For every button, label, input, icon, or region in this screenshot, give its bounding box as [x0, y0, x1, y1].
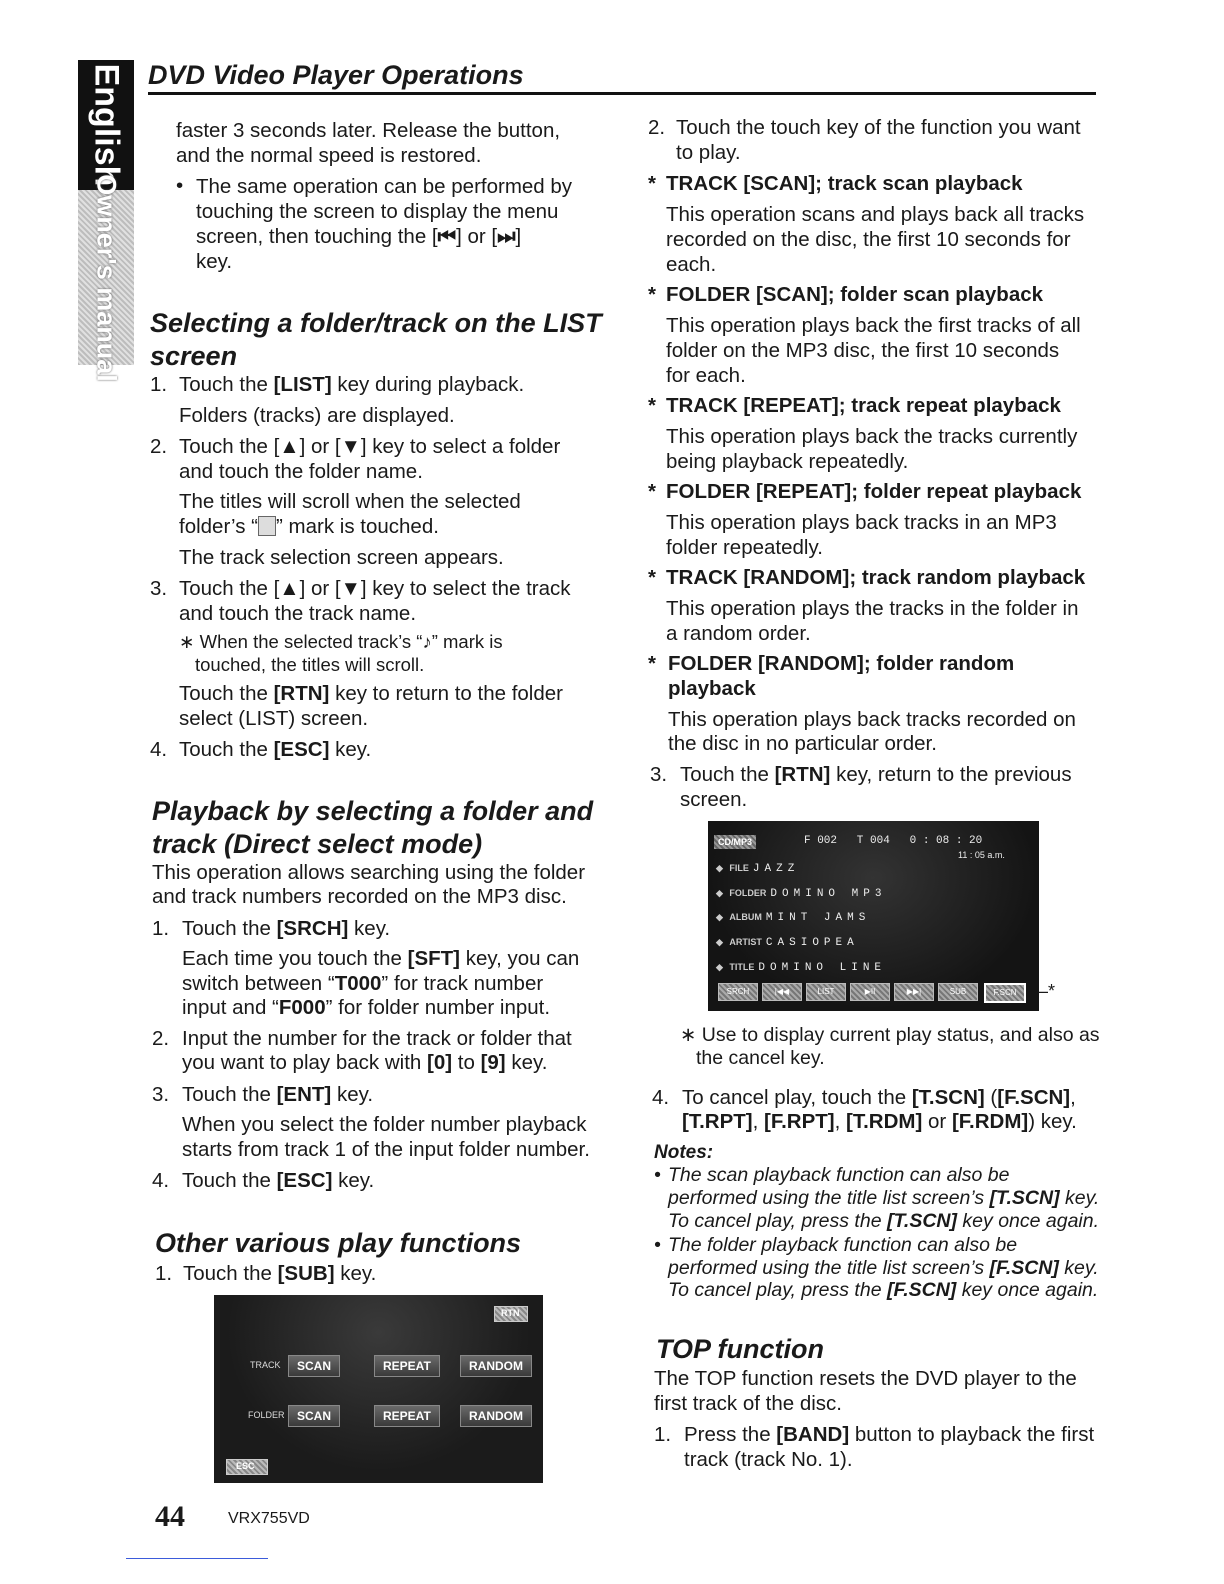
- title-row[interactable]: ◆ TITLE DOMINO LINE: [716, 962, 887, 974]
- note-line: performed using the title list screen’s [T.SCN] key.: [668, 1187, 1100, 1209]
- note-text: ∗ When the selected track’s “♪” mark is: [179, 631, 503, 652]
- step-text: folder’s “ ” mark is touched.: [179, 515, 439, 538]
- step-text: Touch the [ENT] key.: [182, 1083, 374, 1106]
- notes-heading: Notes:: [654, 1142, 714, 1163]
- function-text: This operation scans and plays back all tracks: [666, 203, 1085, 226]
- step-number: 1.: [152, 917, 170, 940]
- manual-tab: Owner's manual: [78, 190, 134, 365]
- bullet: •: [654, 1234, 661, 1256]
- function-heading: TRACK [RANDOM]; track random playback: [666, 566, 1086, 589]
- section-heading: Selecting a folder/track on the LIST: [150, 308, 602, 338]
- note-line: The scan playback function can also be: [668, 1164, 1010, 1186]
- section-heading: Playback by selecting a folder and: [152, 796, 594, 826]
- step-text: Touch the [RTN] key to return to the folder: [179, 682, 563, 705]
- fscn-key[interactable]: F.SCN: [984, 983, 1026, 1003]
- function-text: the disc in no particular order.: [668, 732, 937, 755]
- next-key[interactable]: ▶▶|: [894, 983, 934, 1001]
- esc-key[interactable]: ESC: [226, 1459, 268, 1475]
- step-text: Touch the touch key of the function you want: [676, 116, 1081, 139]
- step-text: To cancel play, touch the [T.SCN] ([F.SCN],: [682, 1086, 1076, 1109]
- bullet: •: [654, 1164, 661, 1186]
- step-text: Touch the [▲] or [▼] key to select the track: [179, 577, 571, 600]
- step-text: Touch the [▲] or [▼] key to select a folder: [179, 435, 561, 458]
- page-number: 44: [155, 1500, 185, 1533]
- disc-indicator: CD/MP3: [714, 835, 756, 849]
- step-text: Touch the [ESC] key.: [179, 738, 372, 761]
- artist-row[interactable]: ◆ ARTIST CASIOPEA: [716, 937, 859, 949]
- model-name: VRX755VD: [228, 1510, 310, 1527]
- function-text: folder on the MP3 disc, the first 10 seconds: [666, 339, 1060, 362]
- play-pause-key[interactable]: ▶II: [850, 983, 890, 1001]
- function-heading: FOLDER [SCAN]; folder scan playback: [666, 283, 1044, 306]
- function-text: This operation plays the tracks in the folder in: [666, 597, 1079, 620]
- note-line: performed using the title list screen’s [F.SCN] key.: [668, 1257, 1099, 1279]
- section-heading: TOP function: [656, 1334, 824, 1364]
- language-tab: English: [78, 60, 134, 190]
- bullet-line: The same operation can be performed by: [196, 175, 573, 198]
- next-track-icon: ⏭: [497, 225, 516, 248]
- step-number: 3.: [150, 577, 168, 600]
- note-text: touched, the titles will scroll.: [195, 654, 425, 675]
- folder-scan-key[interactable]: SCAN: [288, 1405, 340, 1427]
- step-text: starts from track 1 of the input folder number.: [182, 1138, 590, 1161]
- section-heading: Other various play functions: [155, 1228, 522, 1258]
- page-title: DVD Video Player Operations: [148, 60, 524, 90]
- function-heading: FOLDER [RANDOM]; folder random: [668, 652, 1015, 675]
- sub-menu-screenshot: [214, 1295, 543, 1483]
- function-text: This operation plays back the first tracks of all: [666, 314, 1081, 337]
- note-text: ∗ Use to display current play status, and also as: [680, 1024, 1100, 1046]
- section-heading: screen: [150, 341, 238, 371]
- function-text: This operation plays back the tracks currently: [666, 425, 1078, 448]
- asterisk-callout: –*: [1038, 981, 1056, 1001]
- folder-icon: [258, 516, 276, 536]
- note-line: The folder playback function can also be: [668, 1234, 1018, 1256]
- play-status: F 002 T 004 0 : 08 : 20: [804, 835, 983, 847]
- function-heading: TRACK [SCAN]; track scan playback: [666, 172, 1023, 195]
- sub-key[interactable]: SUB: [938, 983, 978, 1001]
- step-text: and touch the folder name.: [179, 460, 423, 483]
- folder-repeat-key[interactable]: REPEAT: [374, 1405, 440, 1427]
- file-row[interactable]: ◆ FILE JAZZ: [716, 863, 800, 875]
- step-text: Each time you touch the [SFT] key, you can: [182, 947, 580, 970]
- bullet-line: key.: [196, 250, 233, 273]
- track-label: TRACK: [250, 1360, 281, 1370]
- bullet-line: screen, then touching the [⏮] or [⏭]: [196, 225, 522, 248]
- step-text: Input the number for the track or folder that: [182, 1027, 572, 1050]
- function-heading: TRACK [REPEAT]; track repeat playback: [666, 394, 1061, 417]
- function-text: folder repeatedly.: [666, 536, 823, 559]
- paragraph: and the normal speed is restored.: [176, 144, 482, 167]
- step-text: Touch the [LIST] key during playback.: [179, 373, 525, 396]
- step-text: [T.RPT], [F.RPT], [T.RDM] or [F.RDM]) key.: [682, 1110, 1077, 1133]
- step-text: Touch the [RTN] key, return to the previous: [680, 763, 1072, 786]
- function-text: a random order.: [666, 622, 811, 645]
- function-text: being playback repeatedly.: [666, 450, 909, 473]
- step-text: Touch the [ESC] key.: [182, 1169, 375, 1192]
- function-heading: FOLDER [REPEAT]; folder repeat playback: [666, 480, 1082, 503]
- step-text: The track selection screen appears.: [179, 546, 504, 569]
- paragraph: and track numbers recorded on the MP3 disc.: [152, 885, 567, 908]
- paragraph: The TOP function resets the DVD player to the: [654, 1367, 1077, 1390]
- step-number: 2.: [648, 116, 666, 139]
- side-tab: [78, 60, 134, 382]
- mp3-play-screenshot: [708, 821, 1039, 1011]
- section-heading: track (Direct select mode): [152, 829, 483, 859]
- step-text: and touch the track name.: [179, 602, 417, 625]
- paragraph: first track of the disc.: [654, 1392, 842, 1415]
- track-random-key[interactable]: RANDOM: [460, 1355, 532, 1377]
- step-text: you want to play back with [0] to [9] key.: [182, 1051, 548, 1074]
- function-text: This operation plays back tracks in an MP3: [666, 511, 1057, 534]
- step-text: The titles will scroll when the selected: [179, 490, 521, 513]
- note-line: To cancel play, press the [T.SCN] key once again.: [668, 1210, 1100, 1232]
- step-number: 3.: [650, 763, 668, 786]
- footer-line: [126, 1558, 268, 1559]
- step-number: 1.: [654, 1423, 672, 1446]
- step-text: When you select the folder number playback: [182, 1113, 587, 1136]
- folder-label: FOLDER: [248, 1410, 285, 1420]
- step-text: Touch the [SRCH] key.: [182, 917, 391, 940]
- paragraph: faster 3 seconds later. Release the button,: [176, 119, 561, 142]
- step-text: to play.: [676, 141, 741, 164]
- step-text: screen.: [680, 788, 748, 811]
- paragraph: This operation allows searching using the folder: [152, 861, 586, 884]
- bullet: •: [176, 174, 184, 197]
- step-number: 3.: [152, 1083, 170, 1106]
- prev-key[interactable]: |◀◀: [762, 983, 802, 1001]
- step-text: track (track No. 1).: [684, 1448, 853, 1471]
- step-text: Press the [BAND] button to playback the first: [684, 1423, 1095, 1446]
- track-repeat-key[interactable]: REPEAT: [374, 1355, 440, 1377]
- step-number: 2.: [152, 1027, 170, 1050]
- function-heading: playback: [668, 677, 756, 700]
- folder-row[interactable]: ◆ FOLDER DOMINO MP3: [716, 888, 887, 900]
- step-text: switch between “T000” for track number: [182, 972, 544, 995]
- header-rule: [148, 92, 1096, 95]
- step-text: Touch the [SUB] key.: [183, 1262, 377, 1285]
- note-text: the cancel key.: [696, 1047, 825, 1069]
- bullet-line: touching the screen to display the menu: [196, 200, 559, 223]
- music-note-icon: ♪: [422, 631, 432, 652]
- step-text: input and “F000” for folder number input.: [182, 996, 551, 1019]
- rtn-key[interactable]: RTN: [494, 1306, 528, 1322]
- folder-random-key[interactable]: RANDOM: [460, 1405, 532, 1427]
- step-number: 1.: [150, 373, 168, 396]
- clock: 11 : 05 a.m.: [958, 850, 1005, 860]
- album-row[interactable]: ◆ ALBUM MINT JAMS: [716, 912, 871, 924]
- function-text: This operation plays back tracks recorded on: [668, 708, 1076, 731]
- note-line: To cancel play, press the [F.SCN] key once again.: [668, 1279, 1099, 1301]
- step-number: 1.: [155, 1262, 173, 1285]
- step-number: 4.: [652, 1086, 670, 1109]
- function-text: recorded on the disc, the first 10 seconds for: [666, 228, 1071, 251]
- prev-track-icon: ⏮: [437, 225, 457, 248]
- srch-key[interactable]: SRCH: [718, 983, 758, 1001]
- function-text: for each.: [666, 364, 746, 387]
- step-text: Folders (tracks) are displayed.: [179, 404, 455, 427]
- step-number: 4.: [152, 1169, 170, 1192]
- step-number: 4.: [150, 738, 168, 761]
- step-text: select (LIST) screen.: [179, 707, 369, 730]
- function-text: each.: [666, 253, 717, 276]
- step-number: 2.: [150, 435, 168, 458]
- list-key[interactable]: LIST: [806, 983, 846, 1001]
- track-scan-key[interactable]: SCAN: [288, 1355, 340, 1377]
